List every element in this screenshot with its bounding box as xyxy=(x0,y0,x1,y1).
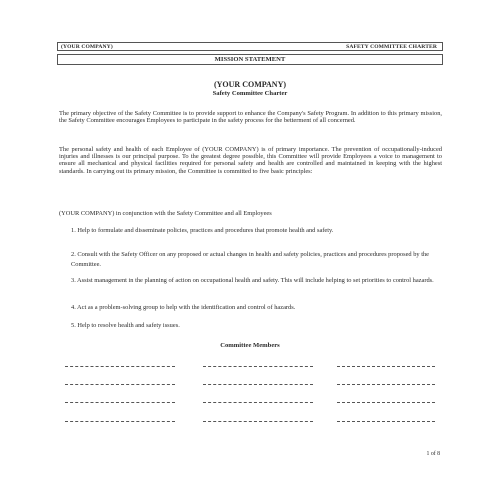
principle-item: 2. Consult with the Safety Officer on any proposed or actual changes in health and safety policies, practices and procedures proposed by the Committee. xyxy=(71,251,430,268)
signature-line xyxy=(337,402,435,403)
principle-item: 5. Help to resolve health and safety issues. xyxy=(71,322,180,329)
principles-intro: (YOUR COMPANY) in conjunction with the Safety Committee and all Employees xyxy=(59,210,272,217)
principle-item: 4. Act as a problem-solving group to help with the identification and control of hazards. xyxy=(71,304,296,311)
signature-line xyxy=(203,366,313,367)
mission-label: MISSION STATEMENT xyxy=(214,56,286,63)
signature-line xyxy=(65,366,175,367)
paragraph-objective: The primary objective of the Safety Committee is to provide support to enhance the Company's Safety Program. In addition to this primary mission, the Safety Committee encourages Employees to participate in the safety process for the betterment of all concerned. xyxy=(59,110,442,125)
charter-subtitle: Safety Committee Charter xyxy=(212,90,288,97)
signature-lines xyxy=(65,366,435,446)
signature-line xyxy=(337,366,435,367)
signature-line xyxy=(65,421,175,422)
page-header xyxy=(57,42,443,51)
signature-line xyxy=(337,421,435,422)
header-doc-title: SAFETY COMMITTEE CHARTER xyxy=(346,43,437,50)
mission-statement-heading xyxy=(57,54,443,65)
signature-line xyxy=(65,402,175,403)
company-title: (YOUR COMPANY) xyxy=(213,80,287,89)
signature-line xyxy=(337,384,435,385)
committee-members-heading: Committee Members xyxy=(220,342,280,349)
signature-line xyxy=(203,421,313,422)
header-company: (YOUR COMPANY) xyxy=(61,43,113,50)
principle-item: 1. Help to formulate and disseminate policies, practices and procedures that promote health and safety. xyxy=(71,227,334,234)
signature-line xyxy=(203,384,313,385)
page-number: 1 of 8 xyxy=(426,451,440,457)
paragraph-principles: The personal safety and health of each Employee of (YOUR COMPANY) is of primary importance. The prevention of occupationally-induced injuries and illnesses is our principal purpose. To the greatest degree possible, this Committee will provide Employees a voice to management to ensure all mechanical and physical facilities required for personal safety and health are controlled and maintained in keeping with the highest standards. In carrying out its primary mission, the Committee is committed to five basic principles: xyxy=(59,146,442,175)
signature-line xyxy=(65,384,175,385)
signature-line xyxy=(203,402,313,403)
principle-item: 3. Assist management in the planning of action on occupational health and safety. This will include helping to set priorities to control hazards. xyxy=(71,277,434,284)
